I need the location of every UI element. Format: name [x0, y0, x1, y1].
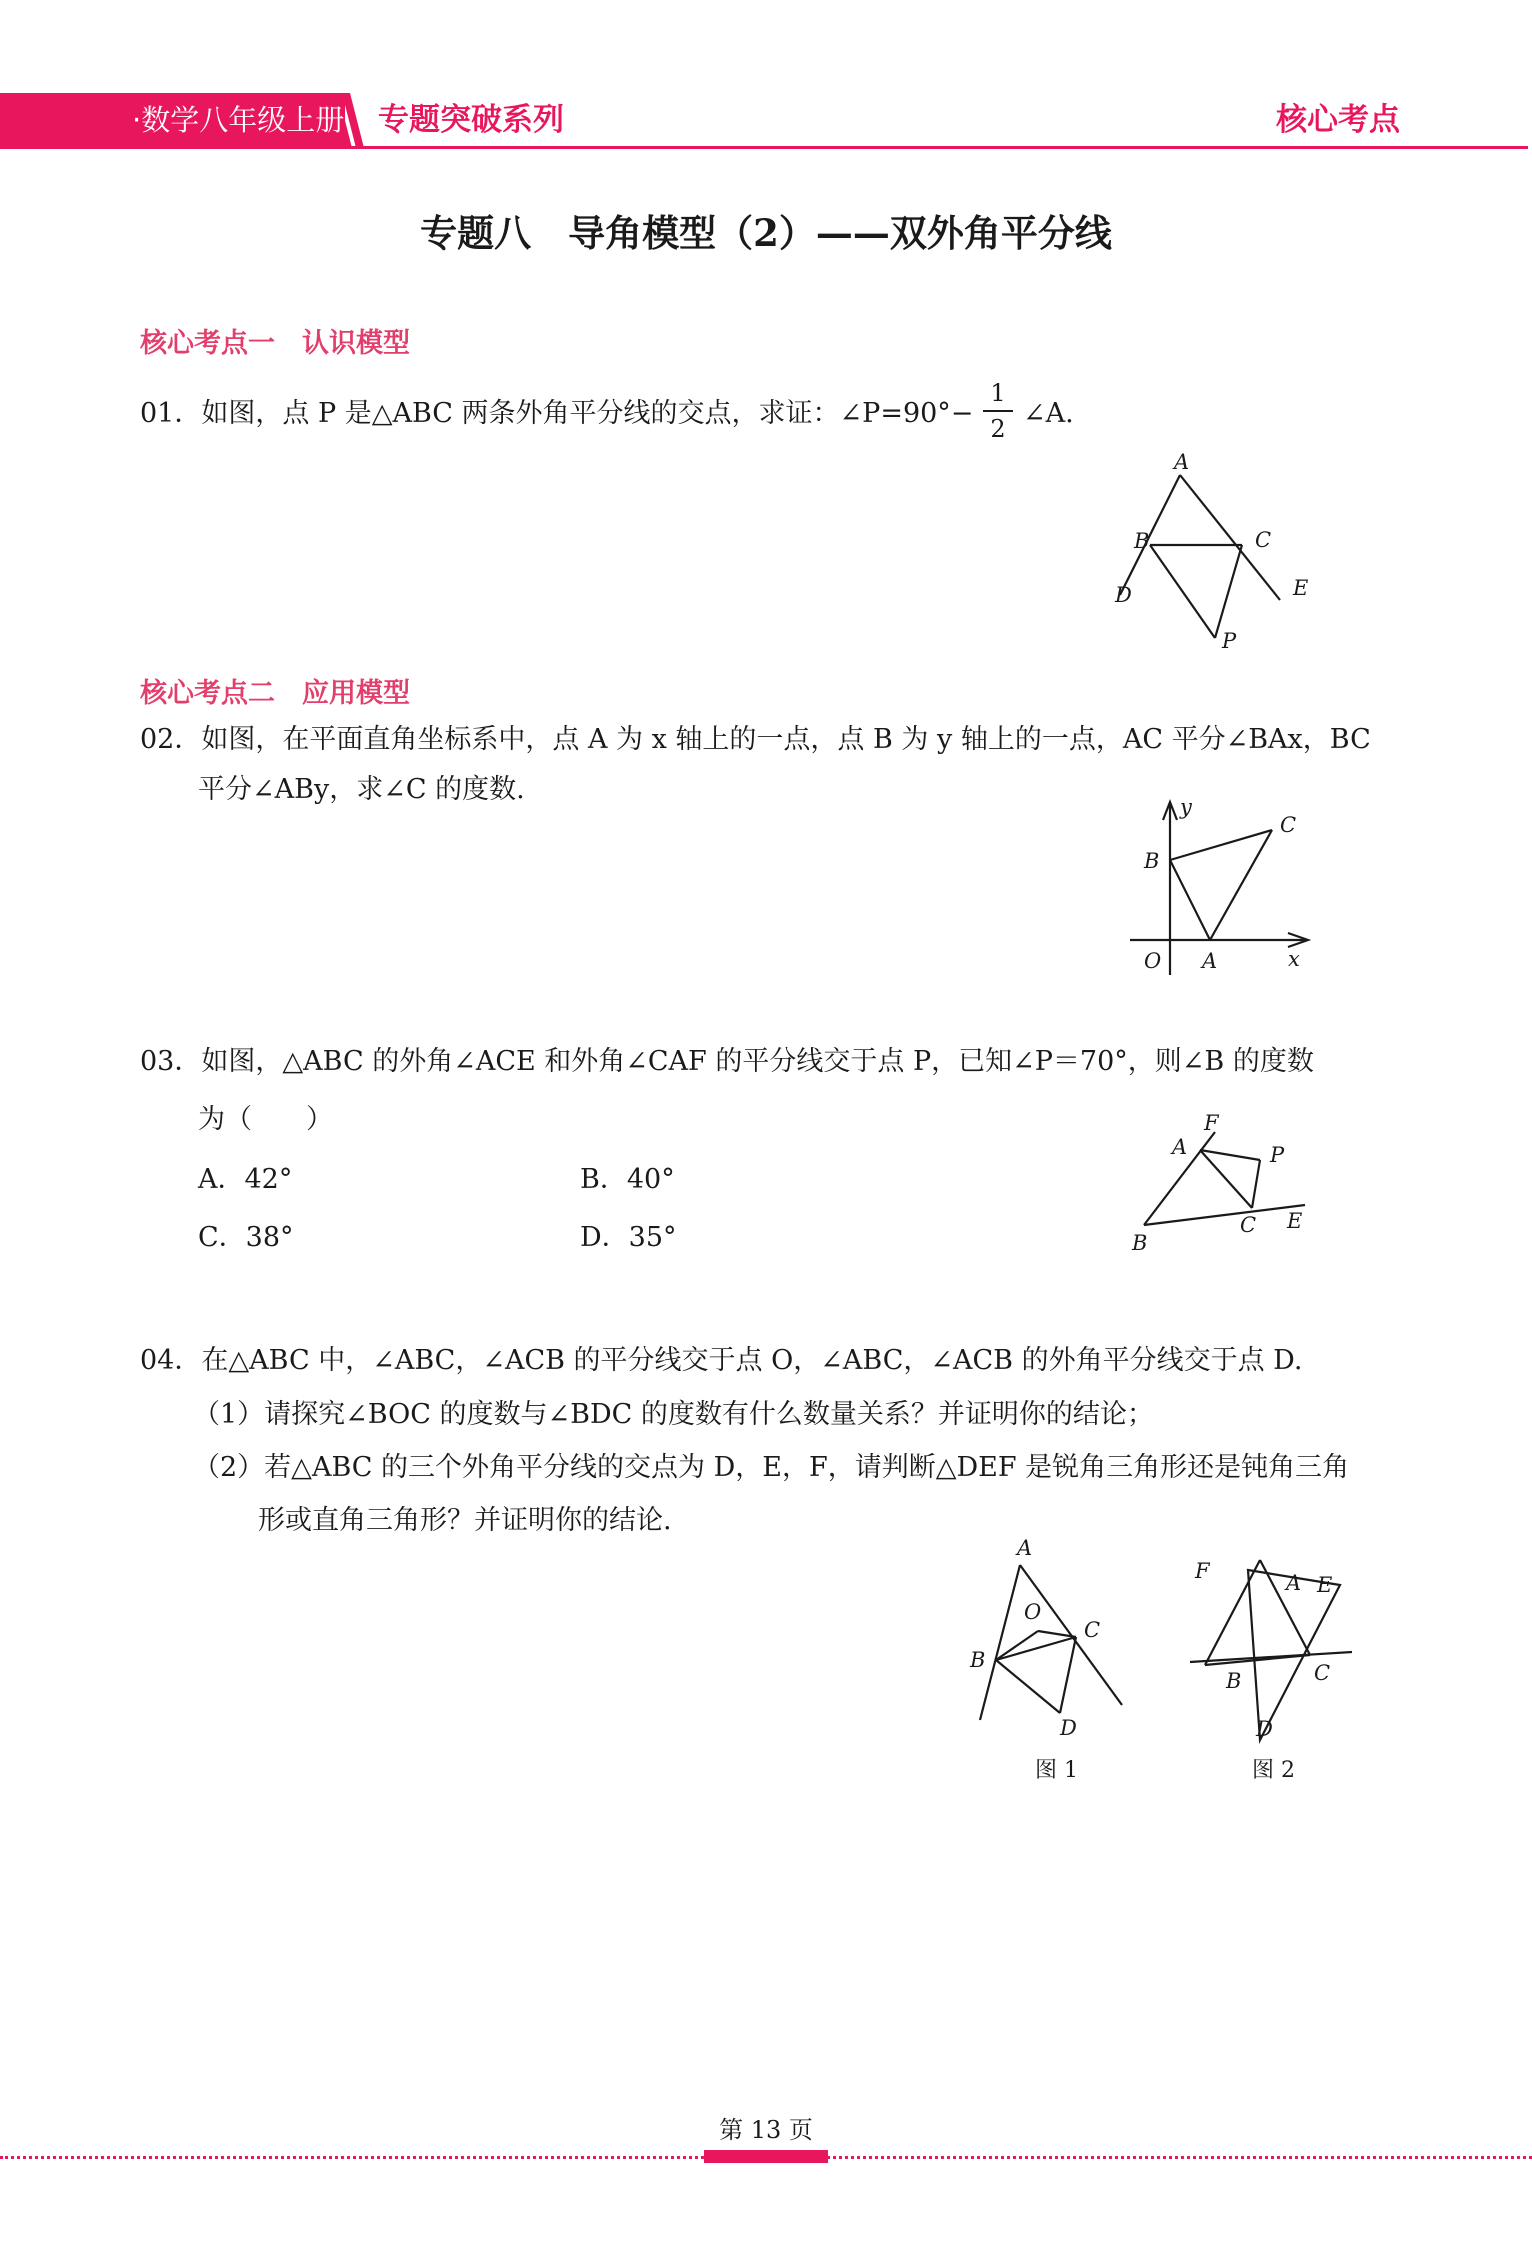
fig2-label-o: O — [1144, 949, 1162, 973]
figure-4-2-caption: 图 2 — [1252, 1758, 1295, 1783]
question-4-line-3: （2）若△ABC 的三个外角平分线的交点为 D，E，F，请判断△DEF 是锐角三角形还是钝角三角 — [193, 1452, 1350, 1483]
fig1-label-c: C — [1255, 528, 1272, 552]
fraction-denominator: 2 — [990, 415, 1006, 443]
fig2-label-b: B — [1144, 849, 1160, 873]
fraction-bar — [983, 410, 1013, 412]
header-right-label: 核心考点 — [1276, 102, 1400, 138]
fig3-label-c: C — [1240, 1213, 1257, 1237]
header-subject: ·数学八年级上册 — [132, 103, 345, 137]
figure-2-coordinate-plane — [1120, 790, 1330, 980]
header-rule — [0, 146, 1528, 149]
header-series: 专题突破系列 — [378, 102, 564, 138]
page-title: 专题八 导角模型（2）——双外角平分线 — [420, 211, 1112, 255]
option-d: D．35° — [580, 1222, 677, 1253]
figure-4-2-triangle-external-bisectors — [1180, 1540, 1360, 1745]
fig4a-label-b: B — [970, 1648, 986, 1672]
fig1-label-d: D — [1115, 583, 1132, 607]
question-2-line-1: 02．如图，在平面直角坐标系中，点 A 为 x 轴上的一点，点 B 为 y 轴上的一点，AC 平分∠BAx，BC — [140, 724, 1371, 755]
figure-1-triangle-external-bisectors — [1100, 445, 1330, 655]
fig1-label-b: B — [1134, 529, 1150, 553]
fig1-label-p: P — [1222, 629, 1237, 653]
question-3-line-2: 为（ ） — [198, 1104, 333, 1135]
question-1-text-pre: 01．如图，点 P 是△ABC 两条外角平分线的交点，求证：∠P=90°− — [140, 398, 974, 429]
fig4a-label-a: A — [1017, 1536, 1033, 1560]
option-c: C．38° — [198, 1222, 294, 1253]
option-b: B．40° — [580, 1164, 675, 1195]
section-heading-2: 核心考点二 应用模型 — [140, 678, 410, 709]
fig3-label-f: F — [1204, 1111, 1219, 1135]
fig1-label-e: E — [1293, 576, 1309, 600]
fraction-one-half — [983, 378, 1013, 444]
fig4b-label-e: E — [1317, 1573, 1333, 1597]
fig3-label-b: B — [1132, 1231, 1148, 1255]
fig4a-label-d: D — [1060, 1716, 1077, 1740]
question-4-line-1: 04．在△ABC 中，∠ABC，∠ACB 的平分线交于点 O，∠ABC，∠ACB 的外角平分线交于点 D. — [140, 1345, 1303, 1376]
question-3-line-1: 03．如图，△ABC 的外角∠ACE 和外角∠CAF 的平分线交于点 P，已知∠P＝70°，则∠B 的度数 — [140, 1046, 1314, 1077]
fig4b-label-f: F — [1195, 1559, 1210, 1583]
question-2-line-2: 平分∠ABy，求∠C 的度数. — [198, 774, 525, 805]
fig4a-label-o: O — [1024, 1600, 1042, 1624]
fig4a-label-c: C — [1084, 1618, 1101, 1642]
footer-accent-bar — [704, 2150, 828, 2163]
fig4b-label-a: A — [1286, 1571, 1302, 1595]
fig1-label-a: A — [1174, 450, 1190, 474]
figure-4-1-triangle-bisectors — [960, 1535, 1130, 1750]
question-4-line-4: 形或直角三角形？并证明你的结论. — [258, 1505, 672, 1536]
fig2-label-a: A — [1202, 949, 1218, 973]
fig2-label-x: x — [1288, 947, 1300, 971]
fig4b-label-c: C — [1314, 1661, 1331, 1685]
page-number: 第 13 页 — [719, 2116, 813, 2144]
fraction-numerator: 1 — [990, 379, 1006, 407]
question-1-text-post: ∠A. — [1023, 398, 1074, 429]
fig2-label-y: y — [1180, 795, 1192, 819]
fig4b-label-b: B — [1226, 1669, 1242, 1693]
fig3-label-e: E — [1287, 1209, 1303, 1233]
fig2-label-c: C — [1280, 813, 1297, 837]
fig3-label-p: P — [1270, 1143, 1285, 1167]
fig3-label-a: A — [1172, 1135, 1188, 1159]
figure-4-1-caption: 图 1 — [1035, 1758, 1078, 1783]
figure-3-triangle — [1120, 1110, 1325, 1260]
option-a: A．42° — [198, 1164, 293, 1195]
fig4b-label-d: D — [1256, 1717, 1273, 1741]
question-1-text — [140, 396, 973, 432]
question-4-line-2: （1）请探究∠BOC 的度数与∠BDC 的度数有什么数量关系？并证明你的结论； — [193, 1399, 1154, 1430]
section-heading-1: 核心考点一 认识模型 — [140, 328, 410, 359]
